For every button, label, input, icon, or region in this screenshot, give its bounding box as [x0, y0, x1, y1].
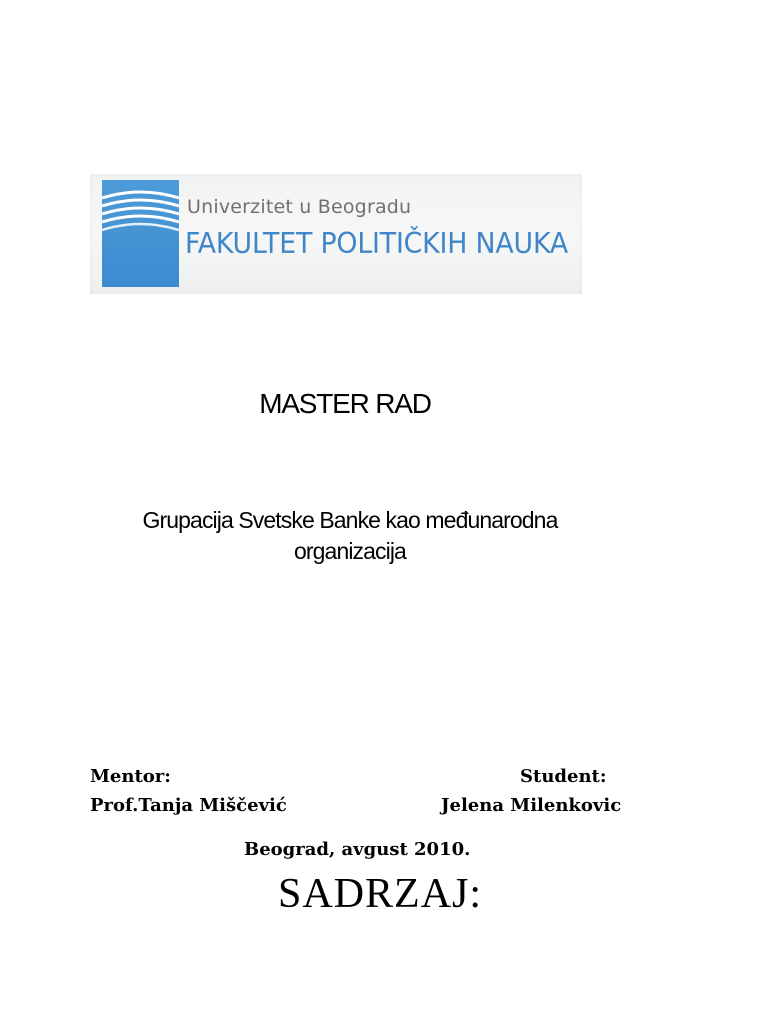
thesis-title-line-1: Grupacija Svetske Banke kao međunarodna [142, 507, 558, 533]
thesis-title-line-2: organizacija [294, 538, 406, 564]
waves-icon [102, 180, 179, 287]
student-label: Student: [520, 766, 607, 787]
mentor-label: Mentor: [90, 766, 171, 787]
table-of-contents-heading: SADRZAJ: [278, 871, 483, 917]
document-type-heading: MASTER RAD [259, 388, 431, 419]
student-name: Jelena Milenkovic [441, 795, 622, 816]
mentor-name: Prof.Tanja Miščević [90, 795, 287, 816]
faculty-name: FAKULTET POLITIČKIH NAUKA [185, 227, 569, 260]
place-and-date: Beograd, avgust 2010. [244, 839, 471, 860]
thesis-title [60, 505, 640, 567]
university-name: Univerzitet u Beogradu [187, 196, 412, 218]
faculty-logo-banner [90, 174, 582, 294]
